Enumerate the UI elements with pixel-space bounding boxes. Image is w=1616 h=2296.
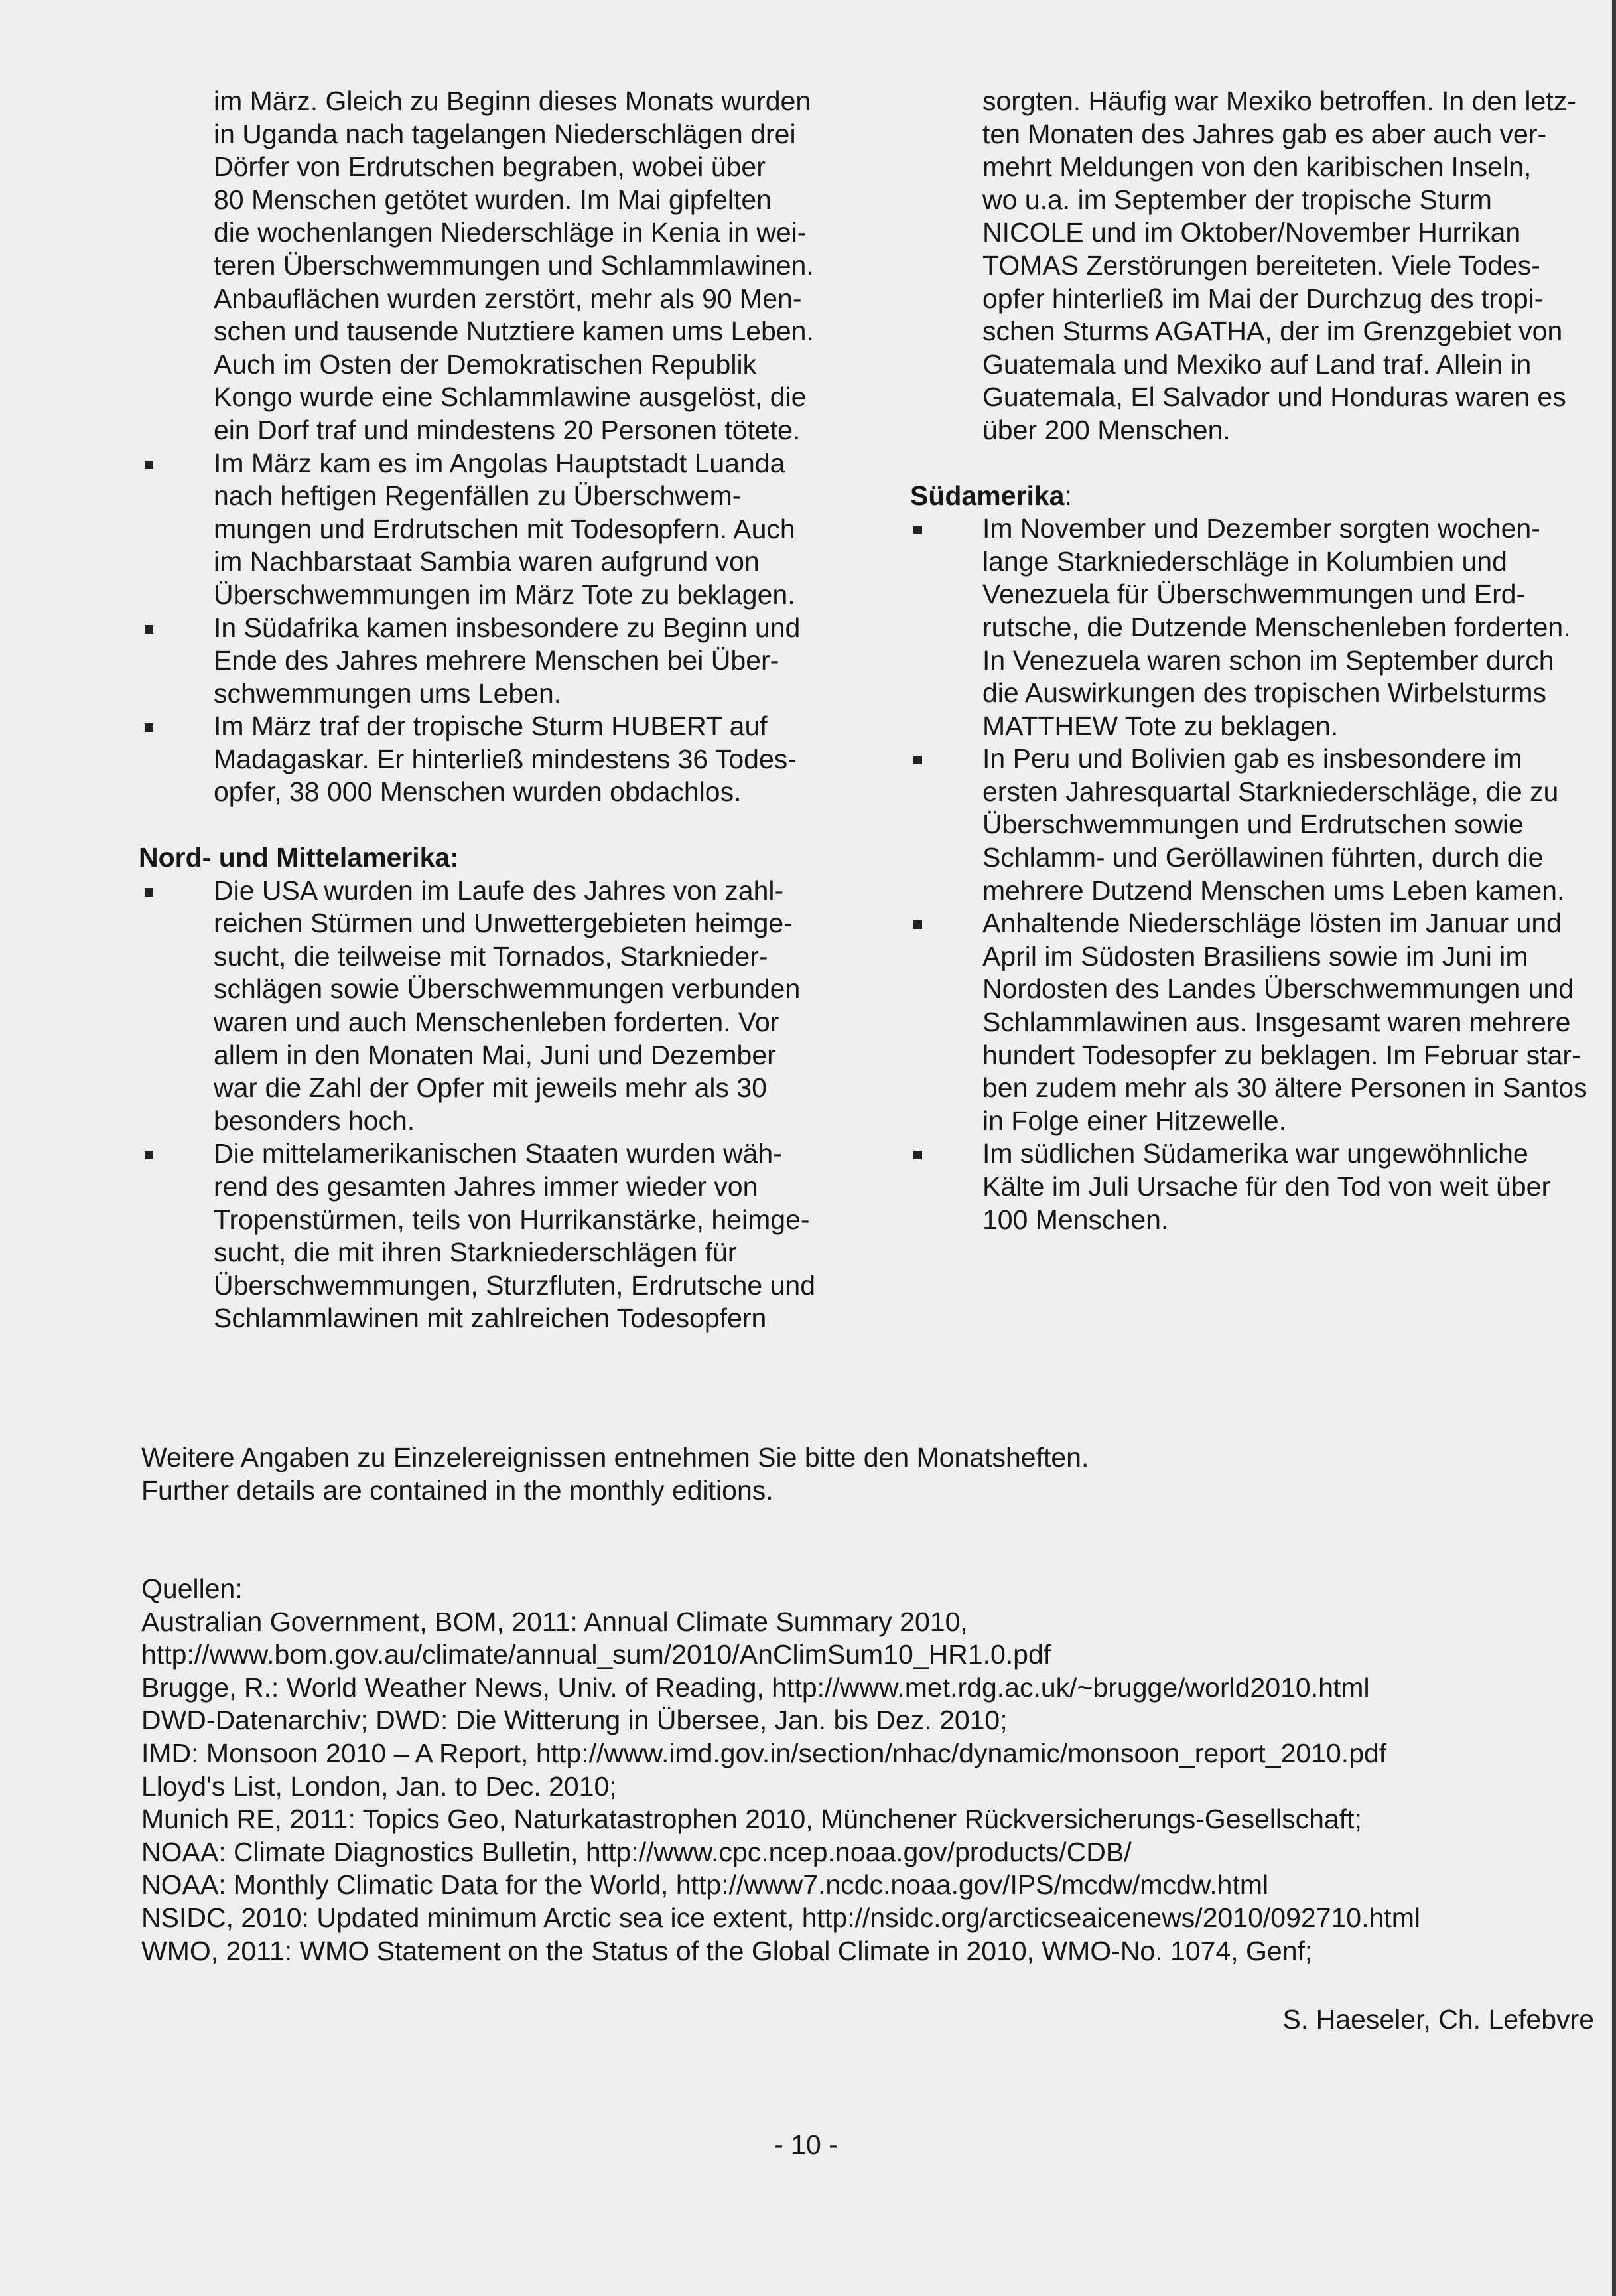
text-line: ein Dorf traf und mindestens 20 Personen tötete. xyxy=(214,414,801,445)
source-line: NOAA: Monthly Climatic Data for the World, http://www7.ncdc.noaa.gov/IPS/mcdw/mcdw.html xyxy=(141,1869,1269,1901)
text-line: Die USA wurden im Laufe des Jahres von zahl- xyxy=(214,875,784,906)
square-bullet-icon xyxy=(145,723,153,732)
text-line: TOMAS Zerstörungen bereiteten. Viele Todes- xyxy=(982,250,1540,281)
text-line: 100 Menschen. xyxy=(982,1204,1169,1235)
source-line: NSIDC, 2010: Updated minimum Arctic sea ice extent, http://nsidc.org/arcticseaicenews/2010/092710.html xyxy=(141,1902,1420,1933)
text-line: Anbauflächen wurden zerstört, mehr als 90 Men- xyxy=(214,283,802,314)
text-line: die Auswirkungen des tropischen Wirbelsturms xyxy=(982,678,1546,709)
list-item xyxy=(141,710,831,809)
text-line: rutsche, die Dutzende Menschenleben forderten. xyxy=(982,611,1571,642)
text-line: ben zudem mehr als 30 ältere Personen in Santos xyxy=(982,1072,1587,1104)
text-line: Überschwemmungen, Sturzfluten, Erdrutsche und xyxy=(214,1269,816,1301)
text-line: Nordosten des Landes Überschwemmungen und xyxy=(982,973,1574,1005)
text-line: Im März traf der tropische Sturm HUBERT auf xyxy=(214,711,768,742)
text-line: Überschwemmungen und Erdrutschen sowie xyxy=(982,809,1524,840)
text-line: lange Starkniederschläge in Kolumbien und xyxy=(982,545,1507,577)
square-bullet-icon xyxy=(145,461,153,469)
text-line: ten Monaten des Jahres gab es aber auch ver- xyxy=(982,118,1547,149)
text-line: Ende des Jahres mehrere Menschen bei Über- xyxy=(214,645,779,676)
text-line: Schlammlawinen aus. Insgesamt waren mehrere xyxy=(982,1007,1571,1038)
text-line: im März. Gleich zu Beginn dieses Monats wurden xyxy=(214,86,811,116)
source-line: NOAA: Climate Diagnostics Bulletin, http://www.cpc.ncep.noaa.gov/products/CDB/ xyxy=(141,1836,1132,1867)
text-line: opfer, 38 000 Menschen wurden obdachlos. xyxy=(214,776,742,808)
text-line: Schlammlawinen mit zahlreichen Todesopfern xyxy=(214,1303,767,1334)
square-bullet-icon xyxy=(913,1151,922,1159)
text-line: rend des gesamten Jahres immer wieder von xyxy=(214,1171,758,1202)
text-line: über 200 Menschen. xyxy=(982,414,1231,445)
text-line: mehrere Dutzend Menschen ums Leben kamen. xyxy=(982,875,1565,906)
text-line: Venezuela für Überschwemmungen und Erd- xyxy=(982,579,1526,610)
text-line: mehrt Meldungen von den karibischen Inseln, xyxy=(982,151,1532,182)
text-line: allem in den Monaten Mai, Juni und Dezember xyxy=(214,1039,776,1070)
text-line: wo u.a. im September der tropische Sturm xyxy=(982,184,1492,215)
south-america-bullet-list xyxy=(910,512,1597,1236)
text-line: Guatemala, El Salvador und Honduras waren es xyxy=(982,382,1566,413)
intro-paragraph xyxy=(141,85,831,447)
text-line: NICOLE und im Oktober/November Hurrikan xyxy=(982,217,1521,248)
square-bullet-icon xyxy=(913,920,922,929)
text-line: Guatemala und Mexiko auf Land traf. Allein in xyxy=(982,348,1532,380)
sources-title: Quellen: xyxy=(141,1573,243,1604)
text-line: teren Überschwemmungen und Schlammlawinen. xyxy=(214,250,814,281)
text-line: sucht, die mit ihren Starkniederschlägen für xyxy=(214,1237,737,1268)
text-line: Dörfer von Erdrutschen begraben, wobei über xyxy=(214,151,766,182)
authors: S. Haeseler, Ch. Lefebvre xyxy=(1282,2004,1594,2035)
text-line: nach heftigen Regenfällen zu Überschwem- xyxy=(214,480,742,512)
square-bullet-icon xyxy=(145,1151,153,1159)
list-item xyxy=(141,1137,831,1335)
text-line: Madagaskar. Er hinterließ mindestens 36 Todes- xyxy=(214,743,797,774)
square-bullet-icon xyxy=(145,625,153,634)
text-line: Im südlichen Südamerika war ungewöhnliche xyxy=(982,1138,1528,1169)
square-bullet-icon xyxy=(145,888,153,897)
text-line: mungen und Erdrutschen mit Todesopfern. Auch xyxy=(214,513,795,544)
list-item xyxy=(141,875,831,1138)
monthly-editions-note xyxy=(141,1441,1568,1507)
heading-text: Südamerika xyxy=(910,480,1065,511)
text-line: Im März kam es im Angolas Hauptstadt Luanda xyxy=(214,447,785,478)
source-line: IMD: Monsoon 2010 – A Report, http://www.imd.gov.in/section/nhac/dynamic/monsoon_report_2010.pdf xyxy=(141,1737,1387,1768)
source-line: http://www.bom.gov.au/climate/annual_sum/2010/AnClimSum10_HR1.0.pdf xyxy=(141,1639,1051,1670)
source-line: Brugge, R.: World Weather News, Univ. of Reading, http://www.met.rdg.ac.uk/~brugge/world2010.html xyxy=(141,1672,1370,1703)
text-line: ersten Jahresquartal Starkniederschläge, die zu xyxy=(982,776,1559,807)
text-line: schen Sturms AGATHA, der im Grenzgebiet von xyxy=(982,316,1563,347)
section-heading-south-america xyxy=(910,480,1597,513)
source-line: DWD-Datenarchiv; DWD: Die Witterung in Übersee, Jan. bis Dez. 2010; xyxy=(141,1705,1008,1736)
text-line: In Venezuela waren schon im September durch xyxy=(982,644,1554,676)
continuation-paragraph xyxy=(910,85,1597,447)
text-line: reichen Stürmen und Unwettergebieten heimge- xyxy=(214,908,793,939)
text-line: Anhaltende Niederschläge lösten im Januar und xyxy=(982,908,1562,939)
list-item xyxy=(141,447,831,612)
note-english: Further details are contained in the monthly editions. xyxy=(141,1474,774,1506)
text-line: Schlamm- und Geröllawinen führten, durch die xyxy=(982,842,1544,873)
note-german: Weitere Angaben zu Einzelereignissen entnehmen Sie bitte den Monatsheften. xyxy=(141,1442,1089,1472)
text-line: Tropenstürmen, teils von Hurrikanstärke, heimge- xyxy=(214,1204,810,1235)
text-line: In Südafrika kamen insbesondere zu Beginn und xyxy=(214,612,801,643)
text-line: schen und tausende Nutztiere kamen ums Leben. xyxy=(214,316,814,347)
text-line: sucht, die teilweise mit Tornados, Starknieder- xyxy=(214,940,768,971)
source-line: Lloyd's List, London, Jan. to Dec. 2010; xyxy=(141,1770,617,1802)
text-line: Im November und Dezember sorgten wochen- xyxy=(982,513,1540,544)
text-line: in Folge einer Hitzewelle. xyxy=(982,1105,1287,1136)
text-line: In Peru und Bolivien gab es insbesondere im xyxy=(982,743,1522,774)
text-line: war die Zahl der Opfer mit jeweils mehr als 30 xyxy=(214,1072,767,1104)
sources-list xyxy=(141,1573,1601,1968)
list-item xyxy=(910,1137,1597,1236)
text-line: hundert Todesopfer zu beklagen. Im Februar star- xyxy=(982,1039,1581,1070)
section-heading-north-central-america: Nord- und Mittelamerika: xyxy=(139,842,459,873)
list-item xyxy=(910,512,1597,743)
text-line: opfer hinterließ im Mai der Durchzug des tropi- xyxy=(982,283,1544,314)
left-column xyxy=(141,85,831,1335)
text-line: Die mittelamerikanischen Staaten wurden wäh- xyxy=(214,1138,782,1169)
square-bullet-icon xyxy=(913,756,922,764)
text-line: 80 Menschen getötet wurden. Im Mai gipfelten xyxy=(214,184,772,215)
source-line: Munich RE, 2011: Topics Geo, Naturkatastrophen 2010, Münchener Rückversicherungs-Gesellschaft; xyxy=(141,1804,1362,1835)
text-line: im Nachbarstaat Sambia waren aufgrund von xyxy=(214,546,760,577)
list-item xyxy=(910,907,1597,1137)
text-line: April im Südosten Brasiliens sowie im Juni im xyxy=(982,940,1528,971)
text-line: Kälte im Juli Ursache für den Tod von weit über xyxy=(982,1171,1551,1202)
text-line: schlägen sowie Überschwemmungen verbunden xyxy=(214,973,801,1005)
square-bullet-icon xyxy=(913,526,922,534)
page-number: - 10 - xyxy=(774,2129,838,2160)
text-line: MATTHEW Tote zu beklagen. xyxy=(982,710,1339,741)
text-line: Kongo wurde eine Schlammlawine ausgelöst, die xyxy=(214,382,807,413)
text-line: schwemmungen ums Leben. xyxy=(214,678,562,709)
heading-colon: : xyxy=(1064,480,1072,511)
text-line: Überschwemmungen im März Tote zu beklagen. xyxy=(214,579,795,610)
source-line: WMO, 2011: WMO Statement on the Status of the Global Climate in 2010, WMO-No. 1074, Genf; xyxy=(141,1935,1313,1966)
text-line: waren und auch Menschenleben forderten. Vor xyxy=(214,1007,779,1038)
text-line: die wochenlangen Niederschläge in Kenia in wei- xyxy=(214,217,807,248)
list-item xyxy=(141,612,831,711)
text-line: sorgten. Häufig war Mexiko betroffen. In den letz- xyxy=(982,86,1576,116)
text-line: besonders hoch. xyxy=(214,1105,415,1136)
scan-edge xyxy=(1612,0,1616,2296)
source-line: Australian Government, BOM, 2011: Annual Climate Summary 2010, xyxy=(141,1606,968,1637)
america-bullet-list xyxy=(141,875,831,1335)
africa-bullet-list xyxy=(141,447,831,810)
list-item xyxy=(910,743,1597,907)
text-line: Auch im Osten der Demokratischen Republik xyxy=(214,348,757,380)
right-column xyxy=(910,85,1597,1236)
text-line: in Uganda nach tagelangen Niederschlägen drei xyxy=(214,118,796,149)
